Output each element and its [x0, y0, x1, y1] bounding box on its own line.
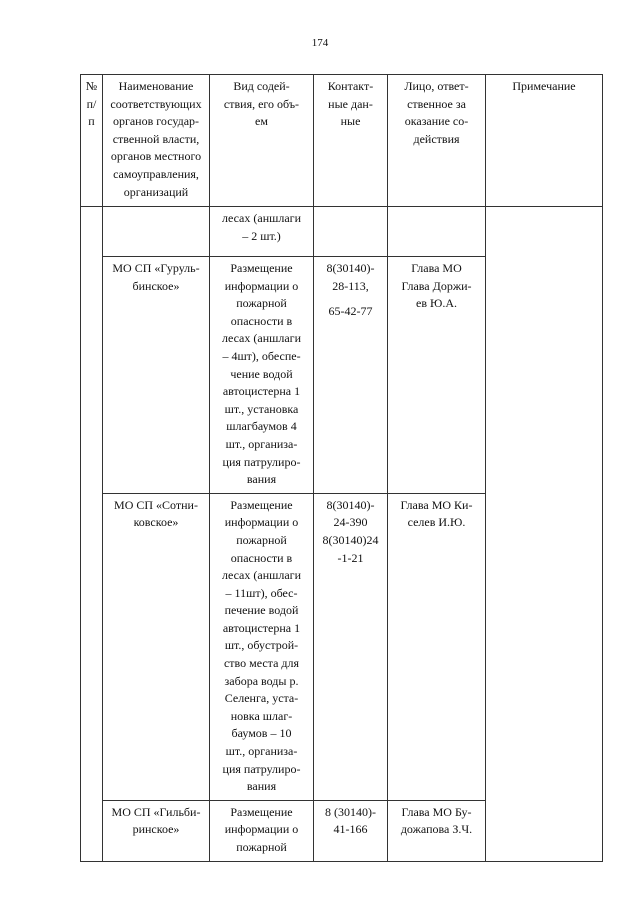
contacts-cell [314, 257, 388, 494]
table-header-row [81, 75, 603, 207]
page-number: 174 [311, 37, 329, 49]
assistance-cell: Размещение информации о пожарной опасности в лесах (аншлаги – 11шт), обес- печение водой автоцистерна 1 шт., обустрой- ство места для забора воды р. Селенга, уста- новка шлаг- баумов – 10 шт., организа- ция патрулиро- вания [210, 493, 314, 800]
organization-cell [103, 207, 210, 257]
table-row [81, 800, 603, 861]
responsible-cell: Глава МО Ки- селев И.Ю. [388, 493, 486, 800]
header-assistance: Вид содей- ствия, его объ- ем [210, 75, 314, 207]
assistance-cell: лесах (аншлаги – 2 шт.) [210, 207, 314, 257]
organization-cell: МО СП «Сотни- ковское» [103, 493, 210, 800]
assistance-cell: Размещение информации о пожарной [210, 800, 314, 861]
header-number: № п/ п [81, 75, 103, 207]
contacts-cell: 8(30140)- 24-390 8(30140)24 -1-21 [314, 493, 388, 800]
responsible-cell [388, 207, 486, 257]
organization-cell: МО СП «Гуруль- бинское» [103, 257, 210, 494]
table-row [81, 493, 603, 800]
assistance-table [80, 74, 603, 862]
note-cell [486, 257, 603, 494]
note-cell [486, 207, 603, 257]
responsible-cell: Глава МО Бу- дожапова З.Ч. [388, 800, 486, 861]
responsible-cell: Глава МО Глава Доржи- ев Ю.А. [388, 257, 486, 494]
note-cell [486, 493, 603, 800]
organization-cell: МО СП «Гильби- ринское» [103, 800, 210, 861]
contacts-phone-secondary: 65-42-77 [328, 304, 373, 319]
contacts-phone-primary: 8(30140)- 28-113, [326, 261, 375, 293]
contacts-cell [314, 207, 388, 257]
note-cell [486, 800, 603, 861]
header-organization: Наименование соответствующих органов государ- ственной власти, органов местного самоуправления, организаций [103, 75, 210, 207]
header-responsible: Лицо, ответ- ственное за оказание со- действия [388, 75, 486, 207]
header-note: Примечание [486, 75, 603, 207]
table-row [81, 207, 603, 257]
number-cell [81, 207, 103, 862]
table-row [81, 257, 603, 494]
contacts-cell: 8 (30140)- 41-166 [314, 800, 388, 861]
header-contacts: Контакт- ные дан- ные [314, 75, 388, 207]
assistance-cell: Размещение информации о пожарной опасности в лесах (аншлаги – 4шт), обеспе- чение водой автоцистерна 1 шт., установка шлагбаумов 4 шт., организа- ция патрулиро- вания [210, 257, 314, 494]
